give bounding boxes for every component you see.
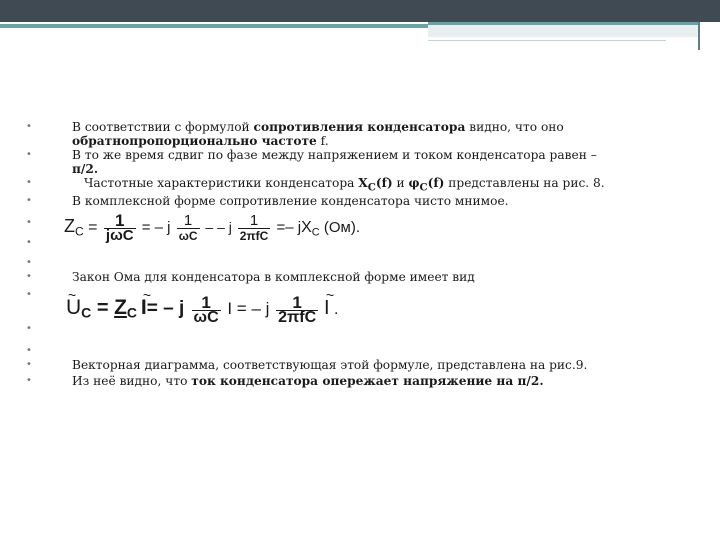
- fraction-1-over-wc: [177, 214, 200, 243]
- subscript: C: [367, 181, 376, 194]
- text: В комплексной форме сопротивление конденсатора чисто мнимое.: [72, 194, 509, 209]
- subscript: C: [311, 226, 320, 239]
- bullet-empty-4: [26, 344, 666, 357]
- header-thin-rule: [428, 40, 666, 41]
- bullet-marker: •: [26, 359, 32, 371]
- operator: =: [83, 219, 102, 237]
- fraction-1-over-jwc: [104, 211, 136, 245]
- subscript: C: [126, 304, 138, 321]
- operator: I = – j: [222, 299, 275, 319]
- numerator: 1: [177, 214, 200, 229]
- bullet-marker: •: [26, 271, 32, 283]
- text: и: [392, 176, 409, 190]
- bullet-marker: •: [26, 289, 32, 301]
- text: f.: [316, 134, 329, 148]
- bullet-marker: •: [26, 195, 32, 207]
- denominator: 2πfC: [239, 229, 269, 244]
- bullet-empty-2: [26, 256, 666, 269]
- numerator: 1: [104, 214, 136, 229]
- symbol-i: I: [324, 297, 330, 320]
- text: представлены на рис. 8.: [444, 176, 605, 190]
- text-bold: π/2.: [72, 162, 99, 176]
- text: Закон Ома для конденсатора в комплексной форме имеет вид: [72, 270, 475, 285]
- text: видно, что оно: [465, 120, 564, 134]
- text-bold: обратнопропорционально частоте: [72, 134, 317, 148]
- operator: =– j: [272, 219, 302, 237]
- bullet-ohms-law: [26, 270, 666, 284]
- header-accent-rule: [0, 24, 428, 28]
- bullet-capacitor-resistance: [26, 120, 666, 148]
- current-phasor-2: [324, 297, 330, 320]
- fraction-1-over-wc-large: [192, 293, 221, 327]
- bullet-current-leads: [26, 374, 666, 388]
- operator: .: [329, 301, 339, 319]
- bullet-marker: •: [26, 375, 32, 387]
- voltage-phasor: [66, 296, 82, 320]
- subscript: C: [81, 304, 92, 321]
- bullet-marker: •: [26, 217, 32, 229]
- text-bold: ток конденсатора опережает напряжение на π/2.: [191, 374, 544, 389]
- symbol-phi: φ: [408, 176, 420, 190]
- bullet-marker: •: [26, 237, 32, 249]
- numerator: 1: [192, 296, 221, 311]
- equation-impedance: [26, 211, 666, 254]
- units: (Ом).: [319, 219, 360, 237]
- denominator: 2πfC: [278, 309, 317, 327]
- bullet-marker: •: [26, 257, 32, 269]
- numerator: 1: [238, 214, 271, 229]
- text: Из неё видно, что: [72, 374, 192, 389]
- operator: =: [91, 297, 115, 320]
- subscript: C: [419, 181, 428, 194]
- operator: = – j: [146, 298, 190, 320]
- bullet-complex-form: [26, 194, 666, 208]
- text-bold: (f): [375, 176, 393, 190]
- bullet-phase-shift: [26, 148, 666, 176]
- text: В соответствии с формулой: [72, 120, 254, 134]
- operator: = – j: [137, 219, 175, 237]
- denominator: ωC: [193, 309, 219, 327]
- bullet-marker: •: [26, 149, 32, 160]
- bullet-frequency-characteristics: [26, 176, 666, 194]
- text: В то же время сдвиг по фазе между напряжением и током конденсатора равен –: [72, 148, 597, 162]
- symbol-u: U: [66, 296, 82, 320]
- slide-body: [26, 120, 666, 388]
- text-bold: (f): [427, 176, 445, 190]
- symbol-x: X: [301, 219, 312, 237]
- operator: – – j: [201, 219, 236, 236]
- symbol-x: X: [358, 176, 368, 190]
- bullet-marker: •: [26, 177, 32, 188]
- symbol-z: Z: [114, 296, 127, 320]
- bullet-marker: •: [26, 121, 32, 132]
- equation-ohms-law: [26, 293, 666, 342]
- numerator: 1: [276, 296, 318, 311]
- header-band: [0, 0, 720, 22]
- bullet-marker: •: [26, 345, 32, 357]
- text-bold: сопротивления конденсатора: [253, 120, 466, 134]
- header-accent-panel: [428, 22, 698, 37]
- text: Частотные характеристики конденсатора: [84, 176, 359, 190]
- current-phasor: [140, 296, 147, 320]
- denominator: ωC: [178, 229, 198, 244]
- text: Векторная диаграмма, соответствующая этой формуле, представлена на рис.9.: [72, 358, 588, 373]
- fraction-1-over-2pifc: [238, 214, 271, 243]
- denominator: jωC: [105, 227, 134, 245]
- bullet-marker: •: [26, 323, 32, 335]
- symbol-z: Z: [64, 216, 75, 237]
- symbol-i: I: [140, 296, 147, 320]
- fraction-1-over-2pifc-large: [276, 293, 318, 327]
- header-corner: [698, 22, 720, 50]
- bullet-vector-diagram: [26, 358, 666, 372]
- subscript: C: [75, 224, 84, 239]
